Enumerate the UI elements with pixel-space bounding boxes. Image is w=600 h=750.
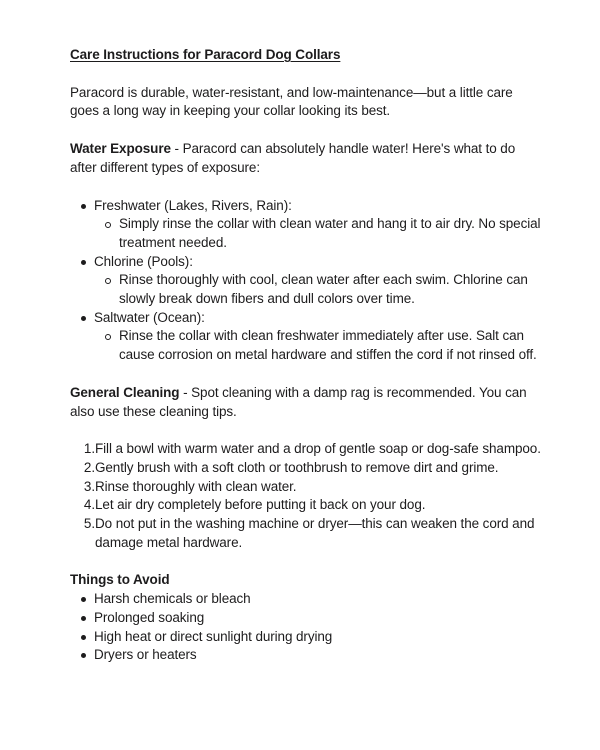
water-exposure-paragraph [70, 140, 542, 177]
list-item-saltwater [94, 309, 542, 365]
intro-paragraph: Paracord is durable, water-resistant, and low-maintenance—but a little care goes a long way in keeping your collar looking its best. [70, 84, 513, 119]
sub-list-item: Rinse the collar with clean freshwater immediately after use. Salt can cause corrosion on metal hardware and stiffen the cord if not rinsed off. [119, 327, 542, 364]
cleaning-step: Gently brush with a soft cloth or toothbrush to remove dirt and grime. [95, 459, 499, 475]
document-title: Care Instructions for Paracord Dog Collars [70, 47, 341, 62]
general-cleaning-paragraph [70, 384, 542, 421]
chlorine-sub-list [94, 271, 542, 308]
general-cleaning-lead-text: - Spot cleaning with a damp rag is recommended. You can also use these cleaning tips. [70, 384, 527, 419]
avoid-item: Prolonged soaking [94, 609, 542, 628]
cleaning-step: Fill a bowl with warm water and a drop of gentle soap or dog-safe shampoo. [95, 441, 541, 457]
cleaning-steps-list [70, 440, 542, 552]
cleaning-step: Rinse thoroughly with clean water. [95, 478, 297, 494]
water-exposure-list [70, 197, 542, 365]
list-item-label: Chlorine (Pools): [94, 253, 193, 269]
list-item-chlorine [94, 253, 542, 309]
avoid-item: Harsh chemicals or bleach [94, 590, 542, 609]
things-to-avoid-heading: Things to Avoid [70, 572, 170, 588]
water-exposure-lead-text: - Paracord can absolutely handle water! Here's what to do after different types of exposure: [70, 141, 516, 175]
things-to-avoid-list [70, 590, 542, 665]
water-exposure-heading: Water Exposure [70, 141, 171, 157]
list-item-freshwater [94, 197, 542, 253]
cleaning-step: Let air dry completely before putting it back on your dog. [95, 497, 426, 513]
cleaning-step: Do not put in the washing machine or dryer—this can weaken the cord and damage metal hardware. [95, 516, 535, 550]
saltwater-sub-list [94, 327, 542, 364]
sub-list-item: Rinse thoroughly with cool, clean water after each swim. Chlorine can slowly break down fibers and dull colors over time. [119, 271, 542, 308]
general-cleaning-heading: General Cleaning [70, 384, 180, 400]
list-item-label: Saltwater (Ocean): [94, 309, 205, 325]
avoid-item: High heat or direct sunlight during drying [94, 628, 542, 647]
sub-list-item: Simply rinse the collar with clean water and hang it to air dry. No special treatment needed. [119, 215, 542, 252]
freshwater-sub-list [94, 215, 542, 252]
list-item-label: Freshwater (Lakes, Rivers, Rain): [94, 197, 292, 213]
avoid-item: Dryers or heaters [94, 646, 542, 665]
